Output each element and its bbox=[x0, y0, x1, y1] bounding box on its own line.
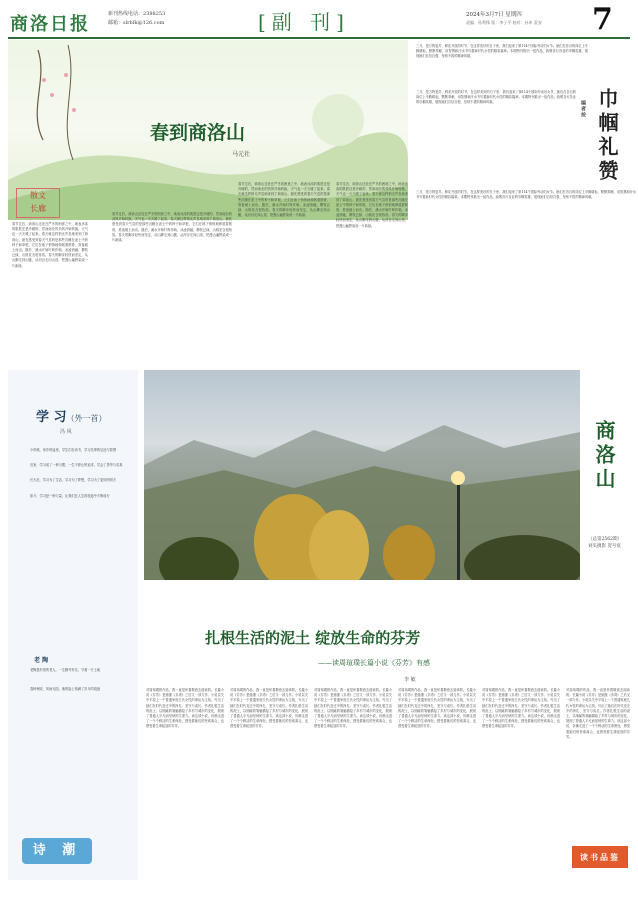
article2-author: 李 敏 bbox=[404, 677, 416, 683]
phone-line bbox=[108, 10, 165, 17]
newspaper-logo: 商洛日报 bbox=[10, 14, 90, 35]
blossom bbox=[64, 73, 68, 77]
issue-date: 2024年3月7日 星期四 bbox=[466, 12, 522, 18]
photo-svg bbox=[144, 370, 580, 580]
lamp-light bbox=[451, 471, 465, 485]
article2-col3: 对周瑄璞的作品，我一直是怀着敬意去阅读的。长篇小说《芬芳》是她继《多湾》之后又一部力作。小说以关中平原上一个普通家庭几代女性的命运为主线，写出了她们在时代变迁中的挣扎、坚守与成长。作者扎根生活的泥土，以细腻的笔触描绘了乡村与城市的变化，展现了普通人平凡而坚韧的生命力。读这部小说，仿佛走进了一个个鲜活的生命深处，感受着她们的悲欢离合，也感受着生命绽放的芬芳。 bbox=[314, 688, 392, 729]
blossom bbox=[72, 108, 76, 112]
essay-badge bbox=[16, 188, 60, 218]
poem-stanza: 长大后，学习为了生活，学习为了梦想，学习为了更好的明天 bbox=[30, 478, 117, 483]
mountain-photo bbox=[144, 370, 580, 580]
article1-author: 马元社 bbox=[232, 151, 251, 158]
pale-sun bbox=[312, 94, 364, 146]
badge-top: 散文 bbox=[30, 191, 46, 200]
staff-credits: 责编：孙利锋 版：李子平 校对：孙申 责安 bbox=[466, 20, 542, 25]
feature-body-2: 三月，是万物复苏、鲜花开放的时节，在这样美好的日子里，我们迎来了第114个国际劳动妇女节。她们在各自的岗位上辛勤耕耘，默默奉献，用智慧和汗水书写着新时代女性的精彩篇章。本期特刊推出一组作品，致敬各行各业的巾帼英雄，展现她们自信自强、坚韧不拔的精神风貌。 bbox=[416, 190, 636, 200]
article1-title: 春到商洛山 bbox=[150, 122, 246, 144]
willow-branch bbox=[67, 45, 73, 160]
feature-vertical-title: 巾帼礼赞 bbox=[595, 88, 619, 184]
article2-subtitle: ——读周瑄璞长篇小说《芬芳》有感 bbox=[318, 659, 430, 667]
email-line: 邮箱：slrbfk@126.com bbox=[108, 20, 165, 26]
feature-body-1: 三月，是万物复苏、鲜花开放的时节，在这样美好的日子里，我们迎来了第114个国际劳动妇女节。她们在各自的岗位上辛勤耕耘，默默奉献，用智慧和汗水书写着新时代女性的精彩篇章。本期特刊推出一组作品，致敬各行各业的巾帼英雄，展现她们自信自强、坚韧不拔的精神风貌。 bbox=[416, 90, 576, 105]
poem2-stanza: 老陶是村里的老人，一生勤劳朴实，守着一方土地 bbox=[30, 668, 101, 672]
poem-title-main: 学 习 bbox=[36, 410, 67, 425]
article2-title: 扎根生活的泥土 绽放生命的芬芳 bbox=[205, 629, 421, 647]
poem-stanza: 小时候，家乡的庙里，学生们在读书，学习先辈的足迹与智慧 bbox=[30, 448, 117, 452]
photo-caption-credit: 刘头摄影 贺号宸 bbox=[588, 544, 621, 549]
book-review-badge: 读书品鉴 bbox=[572, 846, 628, 868]
poem-stanza: 后来，学习成了一种习惯，一生不停止的追求，学会了思考与求真 bbox=[30, 463, 123, 468]
article2-col4: 对周瑄璞的作品，我一直是怀着敬意去阅读的。长篇小说《芬芳》是她继《多湾》之后又一部力作。小说以关中平原上一个普通家庭几代女性的命运为主线，写出了她们在时代变迁中的挣扎、坚守与成长。作者扎根生活的泥土，以细腻的笔触描绘了乡村与城市的变化，展现了普通人平凡而坚韧的生命力。读这部小说，仿佛走进了一个个鲜活的生命深处，感受着她们的悲欢离合，也感受着生命绽放的芬芳。 bbox=[398, 688, 476, 729]
poem-subtitle: （外一首） bbox=[66, 414, 107, 423]
poetry-badge: 诗 潮 bbox=[22, 838, 92, 864]
section-title: [副 刊] bbox=[258, 10, 350, 34]
poem-panel bbox=[8, 370, 138, 880]
badge-bottom: 长廊 bbox=[30, 204, 46, 213]
article2-col6: 对周瑄璞的作品，我一直是怀着敬意去阅读的。长篇小说《芬芳》是她继《多湾》之后又一部力作。小说以关中平原上一个普通家庭几代女性的命运为主线，写出了她们在时代变迁中的挣扎、坚守与成长。作者扎根生活的泥土，以细腻的笔触描绘了乡村与城市的变化，展现了普通人平凡而坚韧的生命力。读这部小说，仿佛走进了一个个鲜活的生命深处，感受着她们的悲欢离合，也感受着生命绽放的芬芳。 bbox=[566, 688, 630, 739]
lamp-post bbox=[457, 480, 460, 580]
article1-body-col2: 春节过后，商洛山还处在严冬的困意之中，地表冰冻的肌肤还是冷硬的，然而南北的劲风开始转换，天气也一天天暖了起来。春天就这样悄无声息地来到了商洛山。最先感受到春天气息的是那些沉睡在泥土中的种子和草根，它们在地下悄悄地伸展着筋骨，准备破土而出。随后，溪水开始叮咚作响，冰凌消融，柳枝泛绿，山桃花含苞待放。春天的脚步轻快而坚定，从山脚走到山腰，从河谷走向山顶，把漫山遍野染成一片新绿。 bbox=[112, 212, 232, 243]
photo-caption bbox=[588, 536, 622, 550]
page-number: 7 bbox=[592, 2, 613, 37]
article1-body: 春节过后，商洛山还处在严冬的困意之中，地表冰冻的肌肤还是冷硬的，然而南北的劲风开始转换，天气也一天天暖了起来。春天就这样悄无声息地来到了商洛山。最先感受到春天气息的是那些沉睡在泥土中的种子和草根，它们在地下悄悄地伸展着筋骨，准备破土而出。随后，溪水开始叮咚作响，冰凌消融，柳枝泛绿，山桃花含苞待放。春天的脚步轻快而坚定，从山脚走到山腰，从河谷走向山顶，把漫山遍野染成一片新绿。 bbox=[12, 222, 88, 268]
article1-body-col3: 春节过后，商洛山还处在严冬的困意之中，地表冰冻的肌肤还是冷硬的，然而南北的劲风开始转换，天气也一天天暖了起来。春天就这样悄无声息地来到了商洛山。最先感受到春天气息的是那些沉睡在泥土中的种子和草根，它们在地下悄悄地伸展着筋骨，准备破土而出。随后，溪水开始叮咚作响，冰凌消融，柳枝泛绿，山桃花含苞待放。春天的脚步轻快而坚定，从山脚走到山腰，从河谷走向山顶，把漫山遍野染成一片新绿。 bbox=[238, 182, 330, 218]
article2-col1: 对周瑄璞的作品，我一直是怀着敬意去阅读的。长篇小说《芬芳》是她继《多湾》之后又一部力作。小说以关中平原上一个普通家庭几代女性的命运为主线，写出了她们在时代变迁中的挣扎、坚守与成长。作者扎根生活的泥土，以细腻的笔触描绘了乡村与城市的变化，展现了普通人平凡而坚韧的生命力。读这部小说，仿佛走进了一个个鲜活的生命深处，感受着她们的悲欢离合，也感受着生命绽放的芬芳。 bbox=[146, 688, 224, 729]
masthead-rule bbox=[8, 37, 630, 39]
poem2-title: 老 陶 bbox=[34, 657, 49, 664]
article1-body-col4: 春节过后，商洛山还处在严冬的困意之中，地表冰冻的肌肤还是冷硬的，然而南北的劲风开始转换，天气也一天天暖了起来。春天就这样悄无声息地来到了商洛山。最先感受到春天气息的是那些沉睡在泥土中的种子和草根，它们在地下悄悄地伸展着筋骨，准备破土而出。随后，溪水开始叮咚作响，冰凌消融，柳枝泛绿，山桃花含苞待放。春天的脚步轻快而坚定，从山脚走到山腰，从河谷走向山顶，把漫山遍野染成一片新绿。 bbox=[336, 182, 408, 228]
blossom bbox=[50, 93, 54, 97]
phone-label: 新刊热线电话： bbox=[108, 11, 144, 17]
article2-col5: 对周瑄璞的作品，我一直是怀着敬意去阅读的。长篇小说《芬芳》是她继《多湾》之后又一部力作。小说以关中平原上一个普通家庭几代女性的命运为主线，写出了她们在时代变迁中的挣扎、坚守与成长。作者扎根生活的泥土，以细腻的笔触描绘了乡村与城市的变化，展现了普通人平凡而坚韧的生命力。读这部小说，仿佛走进了一个个鲜活的生命深处，感受着她们的悲欢离合，也感受着生命绽放的芬芳。 bbox=[482, 688, 560, 729]
blossom bbox=[42, 78, 46, 82]
poem2-stanza: 春种秋收，风雨无阻，他的脸上刻满了岁月的痕迹 bbox=[30, 687, 101, 692]
poem2-stanzas bbox=[30, 668, 126, 692]
poem-stanza: 如今，学习是一种力量，让我们在人生的旅途中不断前行 bbox=[30, 493, 110, 498]
column-label: 编者按 bbox=[580, 100, 586, 118]
poem-title bbox=[36, 406, 107, 425]
poem-stanzas bbox=[30, 448, 126, 509]
willow-branch bbox=[37, 50, 43, 140]
photo-vertical-title: 商洛山 bbox=[592, 420, 616, 492]
poem-author: 冯 风 bbox=[60, 429, 72, 435]
phone-number: 2388253 bbox=[143, 11, 166, 17]
feature-intro: 三月，是万物复苏、鲜花开放的时节，在这样美好的日子里，我们迎来了第114个国际劳动妇女节。她们在各自的岗位上辛勤耕耘，默默奉献，用智慧和汗水书写着新时代女性的精彩篇章。本期特刊推出一组作品，致敬各行各业的巾帼英雄，展现她们自信自强、坚韧不拔的精神风貌。 bbox=[416, 44, 588, 59]
article2-col2: 对周瑄璞的作品，我一直是怀着敬意去阅读的。长篇小说《芬芳》是她继《多湾》之后又一部力作。小说以关中平原上一个普通家庭几代女性的命运为主线，写出了她们在时代变迁中的挣扎、坚守与成长。作者扎根生活的泥土，以细腻的笔触描绘了乡村与城市的变化，展现了普通人平凡而坚韧的生命力。读这部小说，仿佛走进了一个个鲜活的生命深处，感受着她们的悲欢离合，也感受着生命绽放的芬芳。 bbox=[230, 688, 308, 729]
photo-caption-issue: （总第2562期） bbox=[588, 537, 622, 542]
